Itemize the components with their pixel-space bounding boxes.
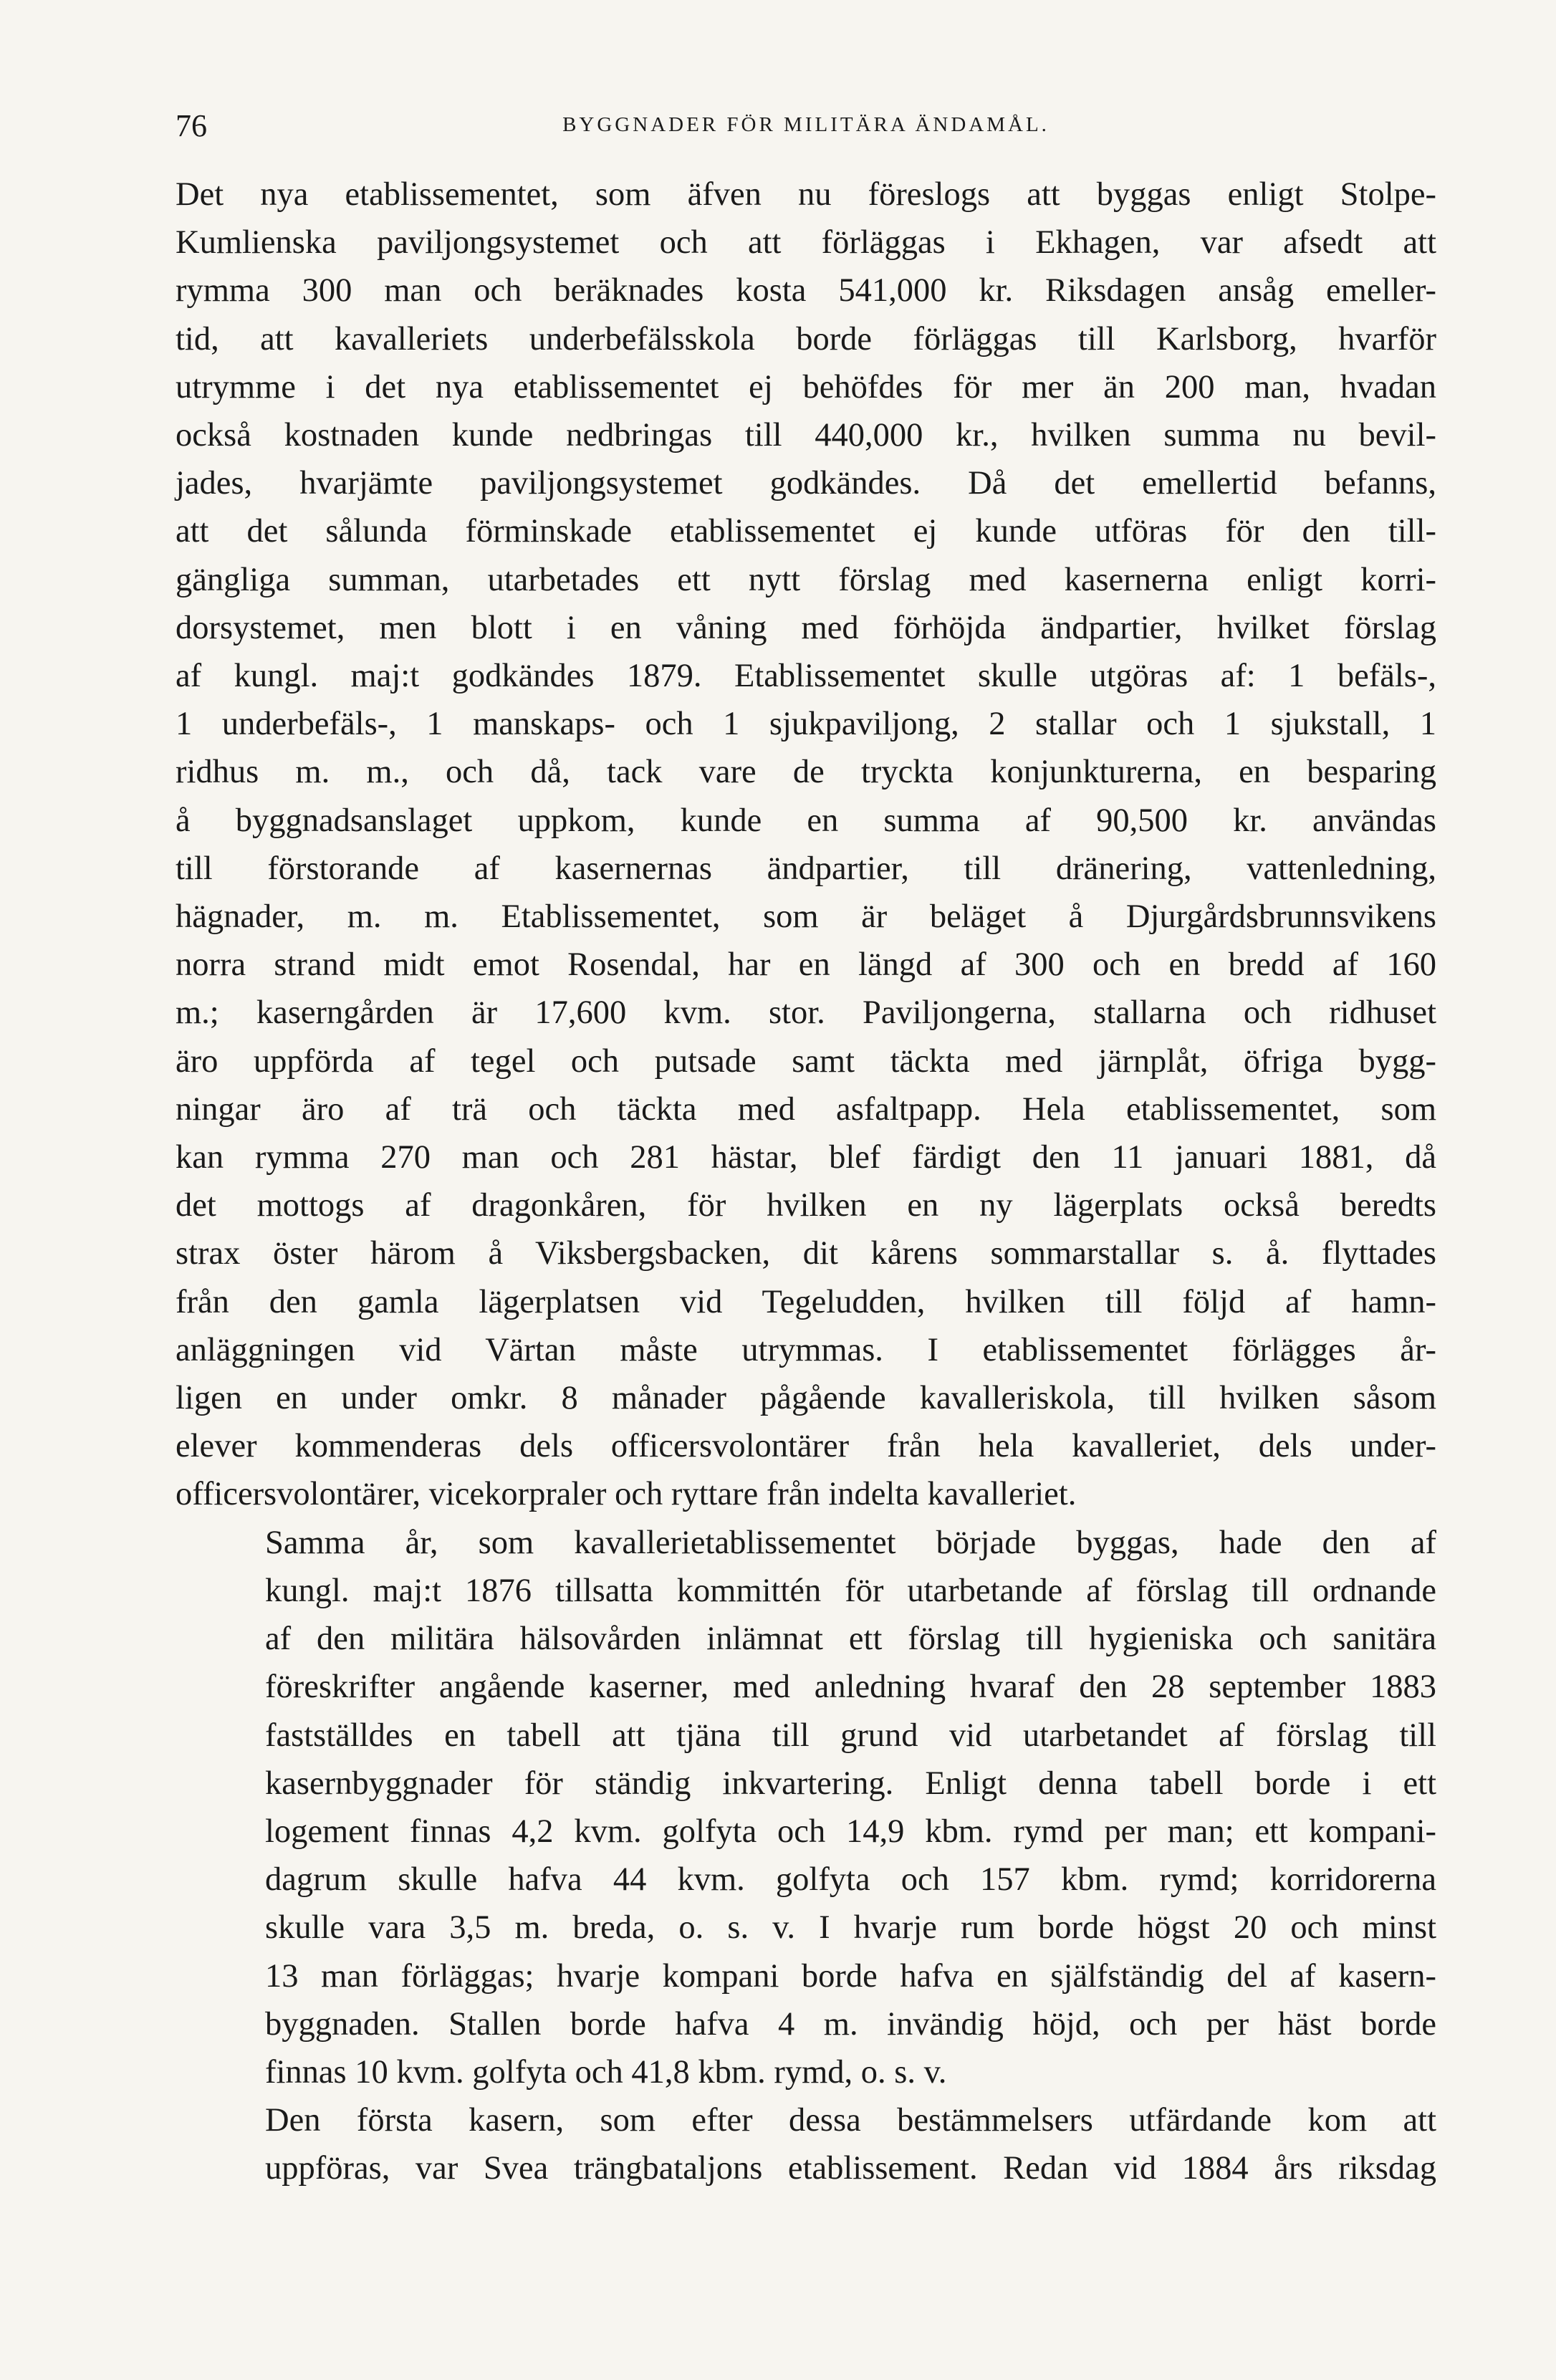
text-line: ligen en under omkr. 8 månader pågående kavalleriskola, till hvilken såsom [176,1380,1436,1417]
text-line: 13 man förläggas; hvarje kompani borde hafva en själfständig del af kasern- [265,1957,1436,1995]
text-line: finnas 10 kvm. golfyta och 41,8 kbm. rymd, o. s. v. [265,2053,947,2091]
text-line: rymma 300 man och beräknades kosta 541,000 kr. Riksdagen ansåg emeller- [176,272,1436,310]
text-line: dorsystemet, men blott i en våning med förhöjda ändpartier, hvilket förslag [176,609,1436,646]
paragraph [176,1519,1436,2096]
text-line: Det nya etablissementet, som äfven nu föreslogs att byggas enligt Stolpe- [176,176,1436,213]
text-line: ningar äro af trä och täckta med asfaltpapp. Hela etablissementet, som [176,1090,1436,1128]
text-line: strax öster härom å Viksbergsbacken, dit kårens sommarstallar s. å. flyttades [176,1235,1436,1272]
text-line: norra strand midt emot Rosendal, har en längd af 300 och en bredd af 160 [176,946,1436,984]
text-line: m.; kaserngården är 17,600 kvm. stor. Paviljongerna, stallarna och ridhuset [176,994,1436,1032]
text-line: Kumlienska paviljongsystemet och att förläggas i Ekhagen, var afsedt att [176,224,1436,261]
text-line: jades, hvarjämte paviljongsystemet godkändes. Då det emellertid befanns, [176,465,1436,502]
text-line: skulle vara 3,5 m. breda, o. s. v. I hvarje rum borde högst 20 och minst [265,1909,1436,1947]
text-line: kungl. maj:t 1876 tillsatta kommittén för utarbetande af förslag till ordnande [265,1572,1436,1609]
text-line: hägnader, m. m. Etablissementet, som är beläget å Djurgårdsbrunnsvikens [176,898,1436,936]
text-line: också kostnaden kunde nedbringas till 440,000 kr., hvilken summa nu bevil- [176,417,1436,454]
text-line: att det sålunda förminskade etablissementet ej kunde utföras för den till- [176,513,1436,550]
text-line: Samma år, som kavallerietablissementet började byggas, hade den af [265,1524,1436,1561]
text-line: fastställdes en tabell att tjäna till grund vid utarbetandet af förslag till [265,1717,1436,1754]
text-line: uppföras, var Svea trängbataljons etablissement. Redan vid 1884 års riksdag [265,2150,1436,2187]
text-line: elever kommenderas dels officersvolontärer från hela kavalleriet, dels under- [176,1428,1436,1465]
text-line: å byggnadsanslaget uppkom, kunde en summa af 90,500 kr. användas [176,802,1436,839]
body-text [176,171,1436,2193]
text-line: af den militära hälsovården inlämnat ett förslag till hygieniska och sanitära [265,1621,1436,1658]
text-line: dagrum skulle hafva 44 kvm. golfyta och 157 kbm. rymd; korridorerna [265,1861,1436,1899]
page-number: 76 [176,108,207,143]
text-line: gängliga summan, utarbetades ett nytt förslag med kasernerna enligt korri- [176,561,1436,598]
page-header [176,107,1436,150]
text-line: äro uppförda af tegel och putsade samt täckta med järnplåt, öfriga bygg- [176,1042,1436,1080]
text-line: byggnaden. Stallen borde hafva 4 m. invändig höjd, och per häst borde [265,2005,1436,2043]
text-line: det mottogs af dragonkåren, för hvilken en ny lägerplats också beredts [176,1187,1436,1224]
paragraph [176,171,1436,1519]
text-line: kan rymma 270 man och 281 hästar, blef färdigt den 11 januari 1881, då [176,1139,1436,1176]
text-line: till förstorande af kasernernas ändpartier, till dränering, vattenledning, [176,850,1436,887]
text-line: af kungl. maj:t godkändes 1879. Etablissementet skulle utgöras af: 1 befäls-, [176,658,1436,695]
text-line: föreskrifter angående kaserner, med anledning hvaraf den 28 september 1883 [265,1669,1436,1706]
text-line: tid, att kavalleriets underbefälsskola borde förläggas till Karlsborg, hvarför [176,320,1436,358]
running-title: BYGGNADER FÖR MILITÄRA ÄNDAMÅL. [562,113,1050,136]
paragraph [176,2096,1436,2192]
text-line: utrymme i det nya etablissementet ej behöfdes för mer än 200 man, hvadan [176,368,1436,406]
text-line: logement finnas 4,2 kvm. golfyta och 14,9 kbm. rymd per man; ett kompani- [265,1813,1436,1850]
text-line: kasernbyggnader för ständig inkvartering. Enligt denna tabell borde i ett [265,1765,1436,1802]
text-line: 1 underbefäls-, 1 manskaps- och 1 sjukpaviljong, 2 stallar och 1 sjukstall, 1 [176,706,1436,743]
text-line: anläggningen vid Värtan måste utrymmas. I etablissementet förlägges år- [176,1331,1436,1368]
text-line: ridhus m. m., och då, tack vare de tryckta konjunkturerna, en besparing [176,754,1436,791]
text-line: från den gamla lägerplatsen vid Tegeludden, hvilken till följd af hamn- [176,1283,1436,1320]
text-line: Den första kasern, som efter dessa bestämmelsers utfärdande kom att [265,2102,1436,2139]
text-line: officersvolontärer, vicekorpraler och ryttare från indelta kavalleriet. [176,1476,1077,1513]
